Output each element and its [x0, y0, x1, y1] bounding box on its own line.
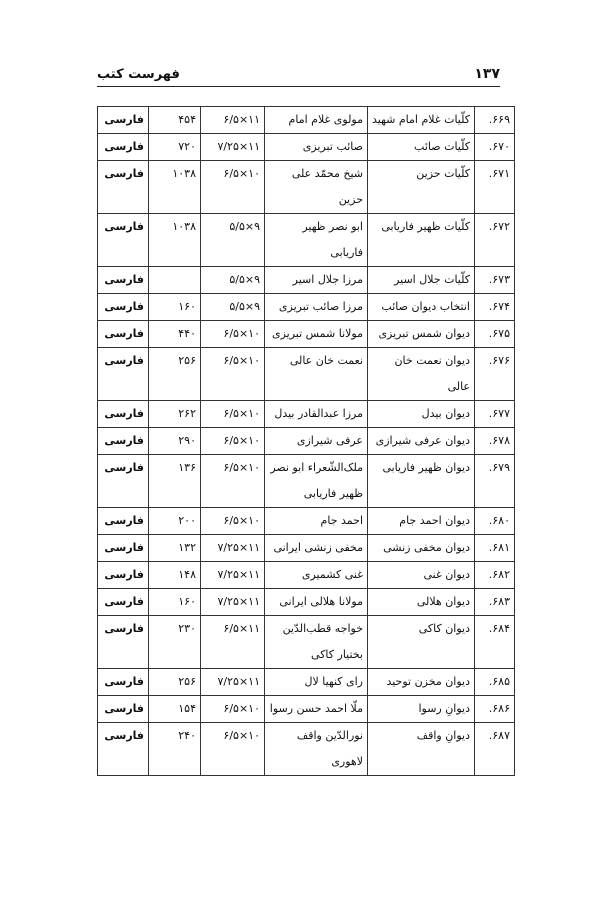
entry-number: ۶۸۱.	[475, 535, 515, 562]
page-count: ۱۳۲	[149, 535, 201, 562]
entry-number: ۶۷۶.	[475, 348, 515, 401]
book-language: فارسی	[98, 294, 149, 321]
entry-number: ۶۸۵.	[475, 669, 515, 696]
book-size: ۱۰×۶/۵	[201, 508, 265, 535]
book-size: ۱۰×۶/۵	[201, 723, 265, 776]
entry-number: ۶۷۲.	[475, 214, 515, 267]
page-count: ۱۶۰	[149, 294, 201, 321]
book-language: فارسی	[98, 696, 149, 723]
book-title: دیوان مخفی زنشی	[368, 535, 475, 562]
book-size: ۹×۵/۵	[201, 214, 265, 267]
book-author: شیخ محمّد علی حزین	[265, 161, 368, 214]
page-count: ۲۴۰	[149, 723, 201, 776]
book-language: فارسی	[98, 589, 149, 616]
book-author: مرزا جلال اسیر	[265, 267, 368, 294]
entry-number: ۶۷۴.	[475, 294, 515, 321]
book-author: مولانا شمس تبریزی	[265, 321, 368, 348]
entry-number: ۶۷۷.	[475, 401, 515, 428]
book-author: ملک‌الشّعراء ابو نصر ظهیر فاریابی	[265, 455, 368, 508]
book-size: ۱۰×۶/۵	[201, 455, 265, 508]
entry-number: ۶۸۶.	[475, 696, 515, 723]
book-author: مرزا صائب تبریزی	[265, 294, 368, 321]
table-row	[98, 107, 515, 134]
page-count: ۱۰۳۸	[149, 214, 201, 267]
book-title: دیوان ظهیر فاریابی	[368, 455, 475, 508]
book-language: فارسی	[98, 455, 149, 508]
book-size: ۱۱×۷/۲۵	[201, 669, 265, 696]
page-count	[149, 267, 201, 294]
table-row	[98, 508, 515, 535]
table-row	[98, 616, 515, 669]
book-title: دیوان نعمت خان عالی	[368, 348, 475, 401]
book-catalog-table	[97, 106, 515, 776]
page-header	[97, 64, 500, 87]
book-author: نعمت خان عالی	[265, 348, 368, 401]
book-author: مرزا عبدالقادر بیدل	[265, 401, 368, 428]
page-count: ۱۴۸	[149, 562, 201, 589]
book-title: دیوانِ رسوا	[368, 696, 475, 723]
book-size: ۹×۵/۵	[201, 267, 265, 294]
book-author: ابو نصر ظهیر فاریابی	[265, 214, 368, 267]
book-size: ۹×۵/۵	[201, 294, 265, 321]
book-title: انتخاب دیوان صائب	[368, 294, 475, 321]
book-author: رای کنهیا لال	[265, 669, 368, 696]
book-title: دیوان کاکی	[368, 616, 475, 669]
book-title: کلّیات صائب	[368, 134, 475, 161]
book-size: ۱۱×۷/۲۵	[201, 535, 265, 562]
running-title: فهرست کتب	[97, 67, 180, 82]
table-row	[98, 321, 515, 348]
book-size: ۱۱×۷/۲۵	[201, 589, 265, 616]
table-row	[98, 535, 515, 562]
book-author: مخفی زنشی ایرانی	[265, 535, 368, 562]
book-size: ۱۱×۷/۲۵	[201, 562, 265, 589]
page-count: ۲۹۰	[149, 428, 201, 455]
table-row	[98, 214, 515, 267]
book-size: ۱۰×۶/۵	[201, 696, 265, 723]
catalog-body	[98, 107, 515, 776]
page-count: ۱۰۳۸	[149, 161, 201, 214]
book-title: دیوانِ واقف	[368, 723, 475, 776]
book-size: ۱۰×۶/۵	[201, 348, 265, 401]
table-row	[98, 723, 515, 776]
book-author: غنی کشمیری	[265, 562, 368, 589]
table-row	[98, 669, 515, 696]
book-title: دیوان هلالی	[368, 589, 475, 616]
book-title: دیوان مخزن توحید	[368, 669, 475, 696]
book-title: دیوان شمس تبریزی	[368, 321, 475, 348]
table-row	[98, 589, 515, 616]
book-title: کلّیات غلام امام شهید	[368, 107, 475, 134]
book-language: فارسی	[98, 134, 149, 161]
entry-number: ۶۸۲.	[475, 562, 515, 589]
page-count: ۲۵۶	[149, 348, 201, 401]
book-title: کلّیات ظهیر فاریابی	[368, 214, 475, 267]
book-size: ۱۱×۷/۲۵	[201, 134, 265, 161]
entry-number: ۶۷۹.	[475, 455, 515, 508]
entry-number: ۶۸۳.	[475, 589, 515, 616]
entry-number: ۶۷۱.	[475, 161, 515, 214]
page-number: ۱۳۷	[474, 66, 500, 82]
entry-number: ۶۸۰.	[475, 508, 515, 535]
book-author: مولانا هلالی ایرانی	[265, 589, 368, 616]
book-author: صائب تبریزی	[265, 134, 368, 161]
book-language: فارسی	[98, 267, 149, 294]
page-count: ۲۵۶	[149, 669, 201, 696]
book-language: فارسی	[98, 214, 149, 267]
book-language: فارسی	[98, 508, 149, 535]
table-row	[98, 348, 515, 401]
book-language: فارسی	[98, 348, 149, 401]
book-author: احمد جام	[265, 508, 368, 535]
book-size: ۱۱×۶/۵	[201, 616, 265, 669]
table-row	[98, 428, 515, 455]
table-row	[98, 161, 515, 214]
book-language: فارسی	[98, 428, 149, 455]
page-count: ۴۵۴	[149, 107, 201, 134]
book-size: ۱۰×۶/۵	[201, 401, 265, 428]
entry-number: ۶۸۷.	[475, 723, 515, 776]
book-title: کلّیات حزین	[368, 161, 475, 214]
book-language: فارسی	[98, 161, 149, 214]
entry-number: ۶۶۹.	[475, 107, 515, 134]
book-author: ملّا احمد حسن رسوا	[265, 696, 368, 723]
book-title: دیوان احمد جام	[368, 508, 475, 535]
book-title: دیوان غنی	[368, 562, 475, 589]
entry-number: ۶۷۳.	[475, 267, 515, 294]
table-row	[98, 267, 515, 294]
book-title: دیوان بیدل	[368, 401, 475, 428]
entry-number: ۶۷۰.	[475, 134, 515, 161]
book-language: فارسی	[98, 321, 149, 348]
entry-number: ۶۷۵.	[475, 321, 515, 348]
page-count: ۲۰۰	[149, 508, 201, 535]
page-count: ۱۳۶	[149, 455, 201, 508]
entry-number: ۶۷۸.	[475, 428, 515, 455]
book-language: فارسی	[98, 616, 149, 669]
book-language: فارسی	[98, 669, 149, 696]
book-language: فارسی	[98, 723, 149, 776]
book-size: ۱۰×۶/۵	[201, 161, 265, 214]
book-size: ۱۱×۶/۵	[201, 107, 265, 134]
book-title: کلّیات جلال اسیر	[368, 267, 475, 294]
book-language: فارسی	[98, 107, 149, 134]
page-count: ۷۲۰	[149, 134, 201, 161]
book-language: فارسی	[98, 535, 149, 562]
table-row	[98, 134, 515, 161]
table-row	[98, 562, 515, 589]
table-row	[98, 294, 515, 321]
page-count: ۲۳۰	[149, 616, 201, 669]
book-title: دیوان عرفی شیرازی	[368, 428, 475, 455]
table-row	[98, 696, 515, 723]
book-author: عرفی شیرازی	[265, 428, 368, 455]
page-count: ۱۶۰	[149, 589, 201, 616]
book-language: فارسی	[98, 401, 149, 428]
book-author: خواجه قطب‌الدّین بختیار کاکی	[265, 616, 368, 669]
book-language: فارسی	[98, 562, 149, 589]
page-count: ۱۵۴	[149, 696, 201, 723]
book-size: ۱۰×۶/۵	[201, 428, 265, 455]
book-author: مولوی غلام امام	[265, 107, 368, 134]
table-row	[98, 455, 515, 508]
book-size: ۱۰×۶/۵	[201, 321, 265, 348]
table-row	[98, 401, 515, 428]
page-count: ۴۴۰	[149, 321, 201, 348]
book-author: نورالدّین واقف لاهوری	[265, 723, 368, 776]
entry-number: ۶۸۴.	[475, 616, 515, 669]
page-count: ۲۶۲	[149, 401, 201, 428]
